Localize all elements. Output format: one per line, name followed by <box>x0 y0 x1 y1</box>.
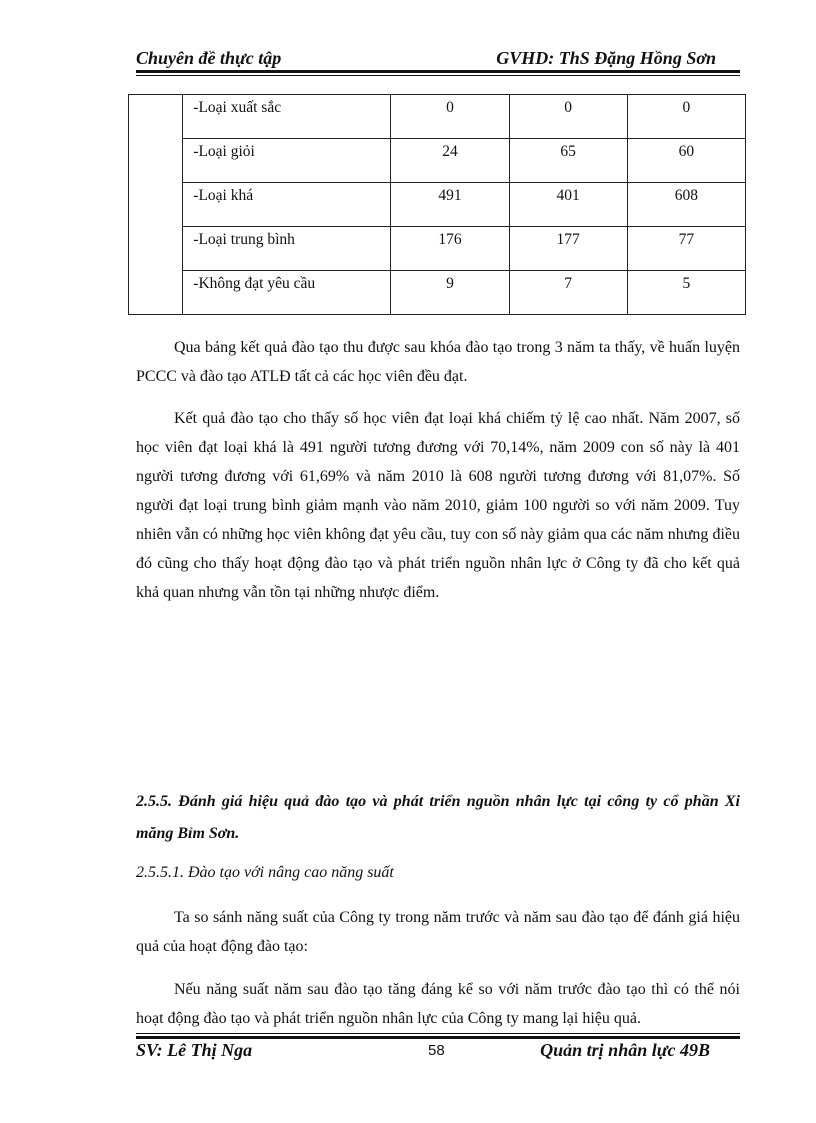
value-cell: 65 <box>509 139 627 183</box>
footer-student: SV: Lê Thị Nga <box>136 1040 253 1060</box>
header-rule-thick <box>136 70 740 73</box>
value-cell: 177 <box>509 227 627 271</box>
paragraph-analysis: Kết quả đào tạo cho thấy số học viên đạt loại khá chiếm tỷ lệ cao nhất. Năm 2007, số học viên đạt loại khá là 491 người tương đương với 70,14%, năm 2009 con số này là 401 người tương đương với 61,69% và năm 2010 là 608 người tương đương với 81,07%. Số người đạt loại trung bình giảm mạnh vào năm 2010, giảm 100 người so với năm 2009. Tuy nhiên vẫn có những học viên không đạt yêu cầu, tuy con số này giảm qua các năm nhưng điều đó cũng cho thấy hoạt động đào tạo và phát triển nguồn nhân lực ở Công ty đã cho kết quả khả quan nhưng vẫn tồn tại những nhược điểm. <box>136 410 740 601</box>
training-results-table <box>128 94 746 315</box>
table-row <box>129 271 746 315</box>
paragraph-summary: Qua bảng kết quả đào tạo thu được sau khóa đào tạo trong 3 năm ta thấy, về huấn luyện PCCC và đào tạo ATLĐ tất cả các học viên đều đạt. <box>136 339 740 385</box>
subsection-heading: 2.5.5.1. Đào tạo với nâng cao năng suất <box>136 864 394 881</box>
row-label: -Loại trung bình <box>183 227 391 271</box>
paragraph-comparison: Ta so sánh năng suất của Công ty trong năm trước và năm sau đào tạo để đánh giá hiệu quả của hoạt động đào tạo: <box>136 909 740 955</box>
header-title: Chuyên đề thực tập <box>136 48 282 68</box>
row-label: -Loại giỏi <box>183 139 391 183</box>
row-label: -Loại xuất sắc <box>183 95 391 139</box>
table-row <box>129 139 746 183</box>
page-footer <box>136 1040 740 1066</box>
page-header <box>136 46 740 70</box>
value-cell: 77 <box>627 227 745 271</box>
value-cell: 7 <box>509 271 627 315</box>
value-cell: 491 <box>391 183 509 227</box>
section-heading: 2.5.5. Đánh giá hiệu quả đào tạo và phát triển nguồn nhân lực tại công ty cổ phần Xi măng Bỉm Sơn. <box>136 793 740 842</box>
table-row <box>129 227 746 271</box>
page-number: 58 <box>428 1042 445 1059</box>
footer-class: Quản trị nhân lực 49B <box>540 1040 710 1060</box>
value-cell: 0 <box>391 95 509 139</box>
table-row <box>129 183 746 227</box>
paragraph-conclusion: Nếu năng suất năm sau đào tạo tăng đáng kể so với năm trước đào tạo thì có thể nói hoạt động đào tạo và phát triển nguồn nhân lực của Công ty mang lại hiệu quả. <box>136 981 740 1027</box>
value-cell: 176 <box>391 227 509 271</box>
footer-rule-thick <box>136 1036 740 1039</box>
row-label: -Loại khá <box>183 183 391 227</box>
row-label: -Không đạt yêu cầu <box>183 271 391 315</box>
header-rule-thin <box>136 75 740 76</box>
value-cell: 0 <box>509 95 627 139</box>
merged-category-cell <box>129 95 183 315</box>
value-cell: 5 <box>627 271 745 315</box>
value-cell: 60 <box>627 139 745 183</box>
value-cell: 608 <box>627 183 745 227</box>
value-cell: 9 <box>391 271 509 315</box>
value-cell: 401 <box>509 183 627 227</box>
footer-rule-thin <box>136 1033 740 1034</box>
header-advisor: GVHD: ThS Đặng Hồng Sơn <box>496 48 716 68</box>
value-cell: 24 <box>391 139 509 183</box>
value-cell: 0 <box>627 95 745 139</box>
table-row <box>129 95 746 139</box>
